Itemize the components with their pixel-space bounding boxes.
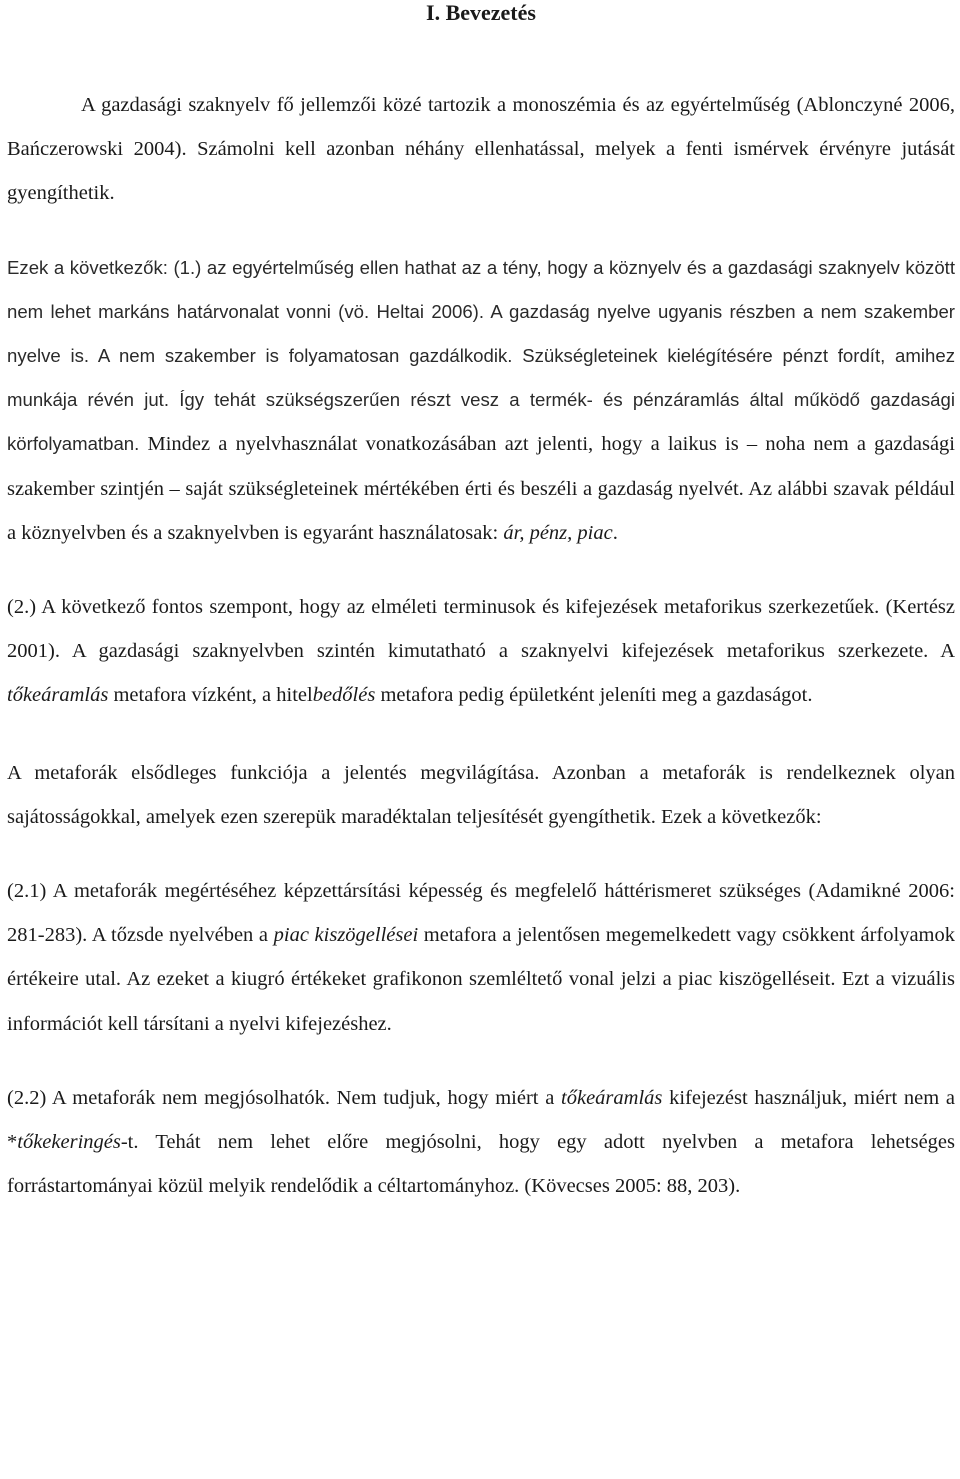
term-bedoles: bedőlés: [312, 684, 376, 707]
paragraph-point-2-part-b: metafora vízként, a hitel: [108, 684, 313, 707]
paragraph-point-1-part-a: Ezek a következők: (1.) az egyértelműség ellen hathat az a tény, hogy a köznyelv és a gazdasági szaknyelv között nem lehet markáns határvonalat vonni (vö. Heltai 2006). A gazdaság nyelve ugyanis részben a nem szakember nyelve is. A nem szakember is folyamatosan gazdálkodik. Szükségleteinek kielégítésére pénzt fordít, amihez munkája révén jut. Így tehát szükségszerűen részt vesz a termék- és pénzáramlás által működő gazdasági körfolyamatban.: [7, 256, 955, 455]
paragraph-point-2-1: [7, 869, 955, 1046]
term-piac-kiszogellesei: piac kiszögellései: [273, 924, 419, 947]
paragraph-point-2-2-part-a: (2.2) A metaforák nem megjósolhatók. Nem tudjuk, hogy miért a: [7, 1086, 562, 1109]
term-tokearamlas-2: tőkeáramlás: [561, 1086, 663, 1109]
paragraph-point-2-2-part-c: -t. Tehát nem lehet előre megjósolni, hogy egy adott nyelvben a metafora lehetséges forrástartományai közül melyik rendelődik a céltartományhoz. (Kövecses 2005: 88, 203).: [7, 1131, 955, 1198]
paragraph-point-2-1-part-a: (2.1) A metaforák megértéséhez képzettársítási képesség és megfelelő háttérismeret szükséges (Adamikné 2006: 281-283). A tőzsde nyelvében a: [7, 880, 955, 947]
paragraph-point-2-part-c: metafora pedig épületként jeleníti meg a gazdaságot.: [375, 684, 813, 707]
spacer: [7, 1046, 955, 1076]
term-tokearamlas: tőkeáramlás: [7, 684, 109, 707]
paragraph-point-2-2-part-b: kifejezést használjuk, miért nem a *: [7, 1086, 956, 1154]
spacer: [7, 718, 955, 751]
paragraph-intro: A gazdasági szaknyelv fő jellemzői közé tartozik a monoszémia és az egyértelműség (Ablonczyné 2006, Bańczerowski 2004). Számolni kell azonban néhány ellenhatással, melyek a fenti ismérvek érvényre jutását gyengíthetik.: [7, 94, 955, 205]
spacer: [7, 216, 955, 246]
paragraph-point-2-2: [7, 1076, 955, 1209]
paragraph-point-1-end: .: [612, 521, 618, 544]
paragraph-point-1: [7, 246, 955, 555]
paragraph-point-2-1-part-b: metafora a jelentősen megemelkedett vagy csökkent árfolyamok értékeire utal. Az ezeket a kiugró értékeket grafikonon szemléltető vonal jelzi a piac kiszögelléseit. Ezt a vizuális információt kell társítani a nyelvi kifejezéshez.: [7, 924, 955, 1035]
section-title: I. Bevezetés: [426, 0, 536, 25]
paragraph-point-1-examples: ár, pénz, piac: [503, 521, 613, 544]
spacer: [7, 839, 955, 869]
paragraph-point-2: [7, 585, 955, 718]
spacer: [7, 555, 955, 585]
paragraph-metaphor-function: A metaforák elsődleges funkciója a jelentés megvilágítása. Azonban a metaforák is rendelkeznek olyan sajátosságokkal, amelyek ezen szerepük maradéktalan teljesítését gyengíthetik. Ezek a következők:: [7, 761, 955, 828]
paragraph-point-1-part-b: Mindez a nyelvhasználat vonatkozásában azt jelenti, hogy a laikus is – noha nem a gazdasági szakember szintjén – saját szükségleteinek mértékében érti és beszéli a gazdaság nyelvét. Az alábbi szavak például a köznyelvben és a szaknyelvben is egyaránt használatosak:: [7, 433, 955, 544]
document-page: [7, 0, 955, 1208]
spacer: [7, 26, 955, 83]
term-tokekeringes: tőkekeringés: [17, 1131, 121, 1154]
paragraph-point-2-part-a: (2.) A következő fontos szempont, hogy az elméleti terminusok és kifejezések metaforikus szerkezetűek. (Kertész 2001). A gazdasági szaknyelvben szintén kimutatható a szaknyelvi kifejezések metaforikus szerkezete. A: [7, 596, 955, 663]
